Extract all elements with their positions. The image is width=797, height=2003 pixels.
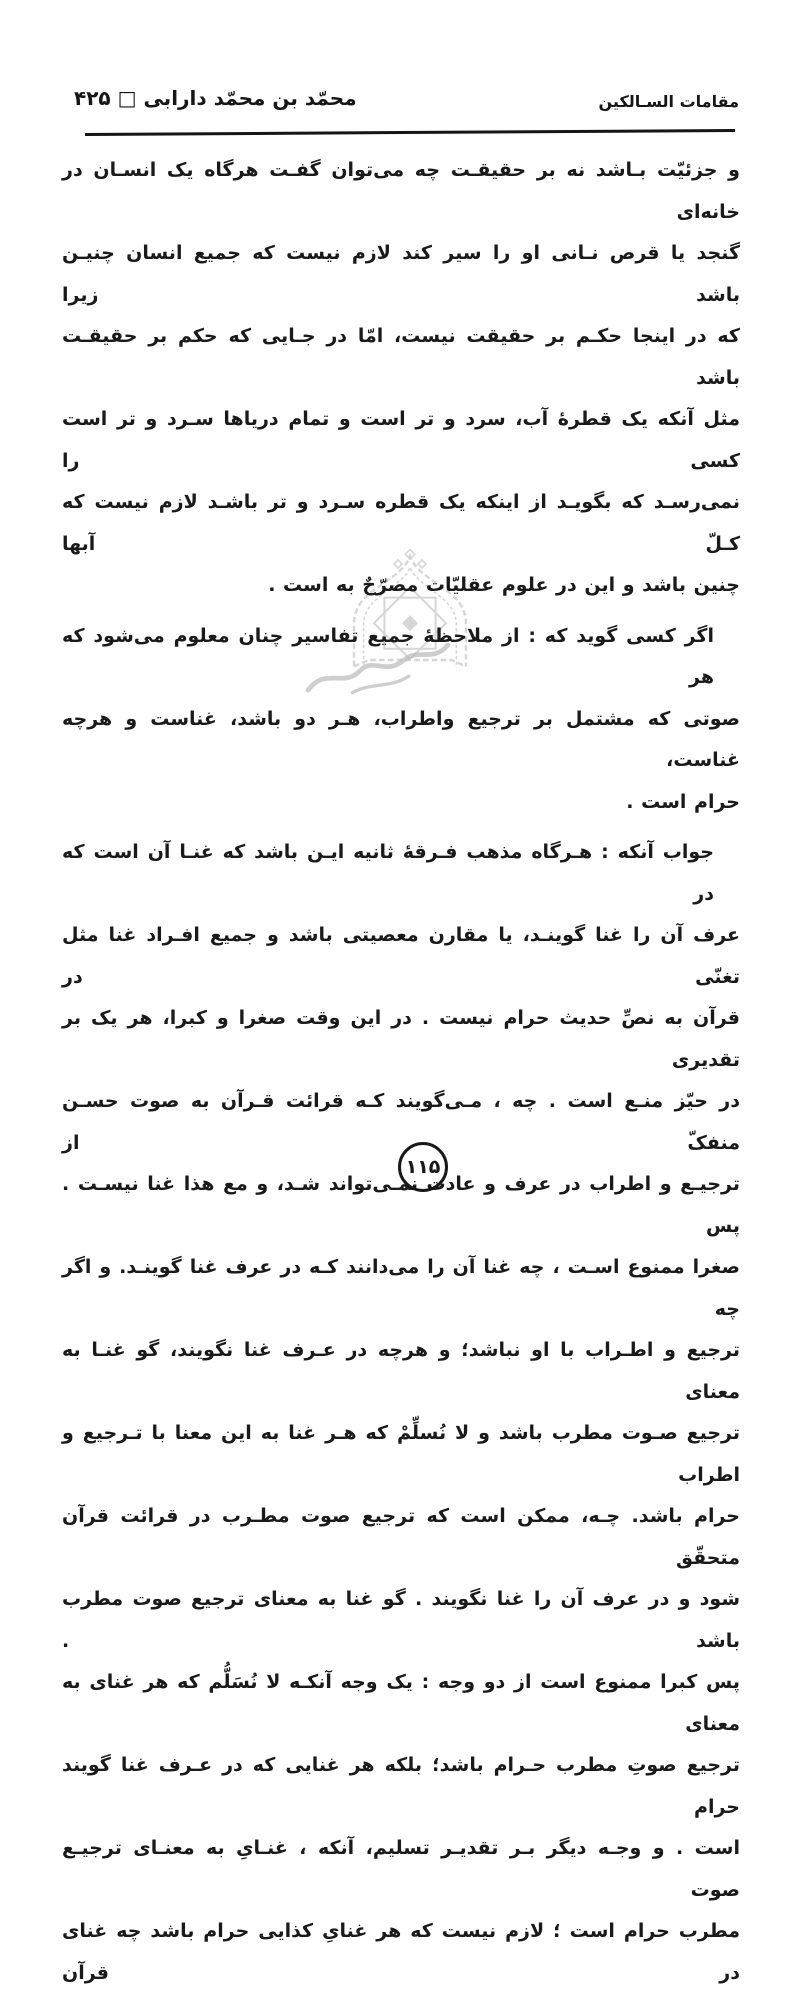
text-line: در حیّز منـع است . چه ، مـی‌گویند کـه قرائت قـرآن به صوت حسـن منفکّ از: [62, 1090, 740, 1154]
text-line: پس کبرا ممنوع است از دو وجه : یک وجه آنکـه لا نُسَلُّم که هر غنای به معنای: [62, 1671, 740, 1735]
page-number-badge: [398, 1142, 448, 1192]
text-line: مثل آنکه یک قطرهٔ آب، سرد و تر است و تمام دریاها سـرد و تر است کسی را: [62, 408, 740, 472]
text-line: صوتی که مشتمل بر ترجیع واطراب، هـر دو باشد، غناست و هرچه غناست،: [62, 707, 740, 771]
text-line: که در اینجا حکـم بر حقیقت نیست، امّا در جـایی که حکم بر حقیقـت باشد: [62, 325, 740, 389]
text-line: حرام باشد. چـه، ممکن است که ترجیع صوت مطـرب در قرائت قرآن متحقّق: [62, 1505, 740, 1569]
paragraph: [62, 832, 740, 1994]
text-line: گنجد یا قرص نـانی او را سیر کند لازم نیست که جمیع انسان چنیـن باشد زیرا: [62, 242, 740, 306]
text-line: ترجیـع و اطراب در عرف و عادت نمـی‌تواند شـد، و مع هذا غنا نیسـت . پس: [62, 1173, 740, 1237]
text-line: چنین باشد و این در علوم عقلیّات مصرّحٌ به است .: [268, 574, 740, 596]
text-line: ترجیع و اطـراب با او نباشد؛ و هرچه در عـرف غنا نگویند، گو غنـا به معنای: [62, 1339, 740, 1403]
paragraph: [62, 150, 740, 607]
text-line: ترجیع صوتِ مطرب حـرام باشد؛ بلکه هر غنایی که در عـرف غنا گویند حرام: [62, 1754, 740, 1818]
text-line: صغرا ممنوع اسـت ، چه غنا آن را می‌دانند کـه در عرف غنا گوینـد. و اگر چه: [62, 1256, 740, 1320]
text-line: شود و در عرف آن را غنا نگویند . گو غنا به معنای ترجیع صوت مطرب باشد .: [62, 1588, 740, 1652]
header-author-page-number: محمّد بن محمّد دارابی □ ۴۲۵: [74, 86, 357, 110]
text-line: و جزئیّت بـاشد نه بر حقیقـت چه می‌توان گفـت هرگاه یک انسـان در خانه‌ای: [62, 159, 740, 223]
paragraph: [62, 616, 740, 824]
text-line: عرف آن را غنا گوینـد، یا مقارن معصیتی باشد و جمیع افـراد غنا مثل تغنّی در: [62, 924, 740, 988]
text-line: حرام است .: [626, 790, 740, 813]
page-body-text: [62, 150, 740, 2003]
text-line: قرآن به نصِّ حدیث حرام نیست . در این وقت صغرا و کبرا، هر یک بر تقدیری: [62, 1007, 740, 1071]
text-line: ترجیع صـوت مطرب باشد و لا نُسلِّمْ که هـر غنا به این معنا با تـرجیع و اطراب: [62, 1422, 740, 1486]
text-line: نمی‌رسـد که بگویـد از اینکه یک قطره سـرد و تر باشـد لازم نیست که کـلّ آبها: [62, 491, 740, 555]
header-rule: [85, 129, 735, 136]
text-line: مطرب حرام است ؛ لازم نیست که هر غنایِ کذایی حرام باشد چه غنای در قرآن: [62, 1920, 740, 1984]
text-line: اگر کسی گوید که : از ملاحظهٔ جمیع تفاسیر چنان معلوم می‌شود که هر: [62, 624, 714, 688]
page-number: ۱۱۵: [405, 1156, 441, 1178]
text-line: جواب آنکه : هـرگاه مذهب فـرقهٔ ثانیه ایـن باشد که غنـا آن است که در: [62, 841, 714, 905]
text-line: است . و وجـه دیگر بـر تقدیـر تسلیم، آنکه ، غنـایِ به معنـای ترجیـع صوت: [62, 1837, 740, 1901]
header-book-title: مقامات السـالکین: [598, 92, 739, 111]
